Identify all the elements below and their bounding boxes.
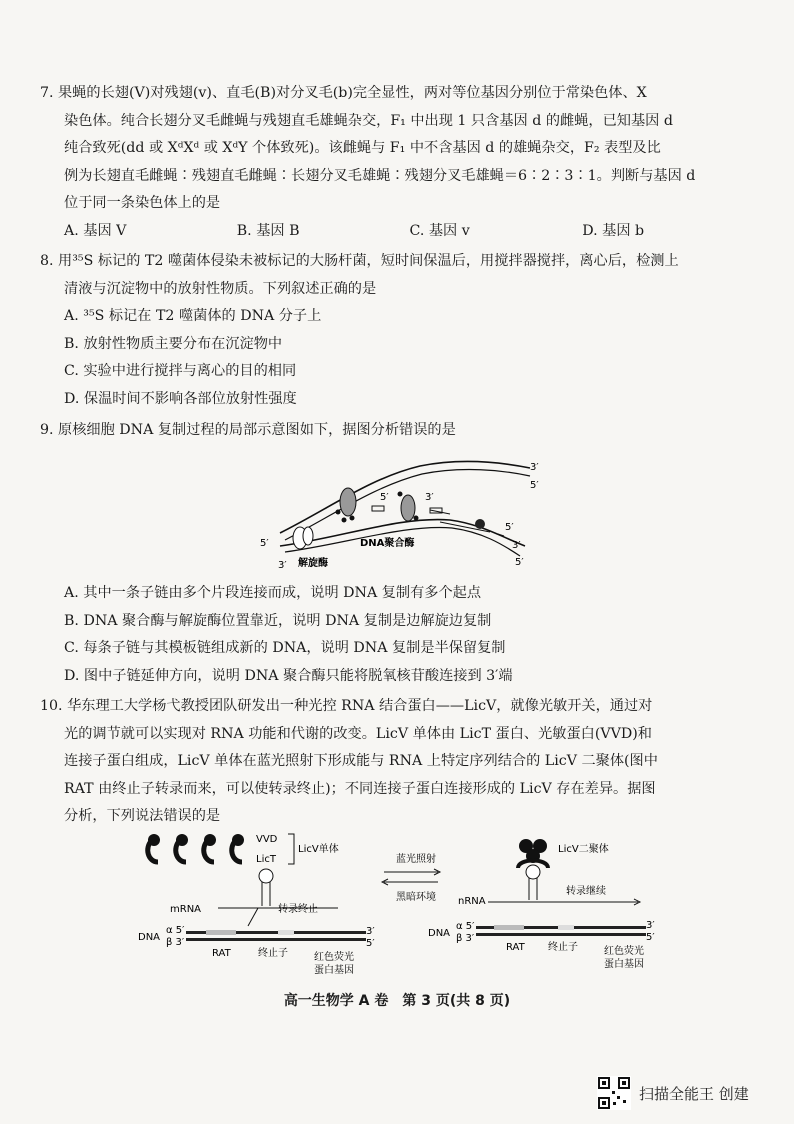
mrna-label: mRNA (170, 904, 202, 915)
end-label: 3′ (530, 462, 539, 473)
q8-option-b: B. 放射性物质主要分布在沉淀物中 (64, 335, 283, 352)
end-label: 3′ (278, 560, 287, 571)
alpha-label: α 5′ (166, 925, 185, 936)
end-label: 5′ (515, 557, 524, 568)
end-label: 3′ (646, 920, 655, 931)
question-7 (40, 80, 755, 245)
dna-polymerase-shape (340, 488, 356, 516)
question-9-options (40, 580, 755, 690)
q7-line: 例为长翅直毛雌蝇∶残翅直毛雌蝇∶长翅分叉毛雄蝇∶残翅分叉毛雄蝇＝6∶2∶3∶1。判断与基因 d (64, 167, 696, 184)
dna-replication-figure (240, 448, 560, 578)
page-footer: 高一生物学 A 卷 第 3 页(共 8 页) (283, 993, 511, 1009)
vvd-label: VVD (256, 834, 278, 845)
alpha-label: α 5′ (456, 921, 475, 932)
gene-label: 红色荧光 (604, 946, 644, 957)
q9-option-b: B. DNA 聚合酶与解旋酶位置靠近，说明 DNA 复制是边解旋边复制 (64, 612, 492, 629)
dna-label: DNA (428, 928, 451, 939)
scanner-text: 扫描全能王 创建 (639, 1084, 749, 1103)
q8-option-d: D. 保温时间不影响各部位放射性强度 (64, 390, 297, 407)
dna-label: DNA (138, 932, 161, 943)
q8-option-a: A. ³⁵S 标记在 T2 噬菌体的 DNA 分子上 (64, 308, 322, 324)
stop-label: 转录终止 (278, 904, 318, 915)
q7-line: 7. 果蝇的长翅(V)对残翅(v)、直毛(B)对分叉毛(b)完全显性，两对等位基因分别位于常染色体、X (40, 85, 647, 101)
end-label: 5′ (260, 538, 269, 549)
scanner-watermark (597, 1076, 749, 1110)
question-8 (40, 248, 755, 413)
gene-label: 蛋白基因 (604, 959, 644, 970)
terminator-label: 终止子 (548, 942, 578, 953)
q7-options (40, 218, 755, 246)
question-9 (40, 417, 755, 445)
end-label: 5′ (530, 480, 539, 491)
q8-line: 清液与沉淀物中的放射性物质。下列叙述正确的是 (64, 280, 377, 297)
q7-option-d: D. 基因 b (582, 222, 645, 239)
q7-option-a: A. 基因 V (64, 222, 127, 239)
dna-polymerase-shape (401, 495, 415, 521)
monomer-label: LicV单体 (298, 844, 339, 855)
qr-code-icon (597, 1076, 631, 1110)
q7-line: 染色体。纯合长翅分叉毛雌蝇与残翅直毛雄蝇杂交，F₁ 中出现 1 只含基因 d 的雌蝇，已知基因 d (64, 112, 673, 129)
end-label: 5′ (366, 938, 375, 949)
q9-option-d: D. 图中子链延伸方向，说明 DNA 聚合酶只能将脱氧核苷酸连接到 3′端 (64, 667, 513, 684)
q10-line: RAT 由终止子转录而来，可以使转录终止)；不同连接子蛋白连接形成的 LicV 存在差异。据图 (64, 780, 656, 797)
question-10 (40, 693, 755, 831)
dimer-label: LicV二聚体 (558, 844, 609, 855)
dark-label: 黑暗环境 (396, 892, 436, 903)
beta-label: β 3′ (456, 933, 475, 944)
end-label: 3′ (425, 492, 434, 503)
end-label: 5′ (505, 522, 514, 533)
continue-label: 转录继续 (566, 886, 606, 897)
q9-stem: 9. 原核细胞 DNA 复制过程的局部示意图如下，据图分析错误的是 (40, 422, 456, 438)
end-label: 5′ (646, 932, 655, 943)
blue-light-label: 蓝光照射 (396, 854, 436, 865)
q8-option-c: C. 实验中进行搅拌与离心的目的相同 (64, 363, 297, 379)
licv-monomers (148, 834, 244, 862)
lict-label: LicT (256, 854, 276, 865)
q7-option-c: C. 基因 v (409, 222, 470, 239)
q10-line: 连接子蛋白组成，LicV 单体在蓝光照射下形成能与 RNA 上特定序列结合的 LicV 二聚体(图中 (64, 753, 658, 769)
terminator-label: 终止子 (258, 948, 288, 959)
q7-option-b: B. 基因 B (236, 222, 300, 239)
nrna-label: nRNA (458, 896, 486, 907)
q8-line: 8. 用³⁵S 标记的 T2 噬菌体侵染未被标记的大肠杆菌，短时间保温后，用搅拌器搅拌，离心后，检测上 (40, 253, 679, 269)
q9-option-c: C. 每条子链与其模板链组成新的 DNA，说明 DNA 复制是半保留复制 (64, 640, 506, 656)
helicase-label: 解旋酶 (298, 558, 328, 569)
beta-label: β 3′ (166, 937, 185, 948)
gene-label: 红色荧光 (314, 952, 354, 963)
end-label: 3′ (512, 540, 521, 551)
q9-option-a: A. 其中一条子链由多个片段连接而成，说明 DNA 复制有多个起点 (64, 585, 482, 601)
q10-line: 光的调节就可以实现对 RNA 功能和代谢的改变。LicV 单体由 LicT 蛋白、光敏蛋白(VVD)和 (64, 725, 652, 742)
q10-line: 分析，下列说法错误的是 (64, 808, 221, 824)
gene-label: 蛋白基因 (314, 965, 354, 976)
q7-line: 位于同一条染色体上的是 (64, 195, 221, 211)
okazaki-fragment (372, 506, 384, 511)
licv-figure (138, 828, 658, 978)
end-label: 5′ (380, 492, 389, 503)
rat-label: RAT (506, 942, 525, 953)
q7-line: 纯合致死(dd 或 XᵈXᵈ 或 XᵈY 个体致死)。该雌蝇与 F₁ 中不含基因 d 的雄蝇杂交，F₂ 表型及比 (64, 140, 661, 156)
end-label: 3′ (366, 926, 375, 937)
rat-label: RAT (212, 948, 231, 959)
polymerase-label: DNA聚合酶 (360, 538, 415, 549)
q10-line: 10. 华东理工大学杨弋教授团队研发出一种光控 RNA 结合蛋白——LicV，就像光敏开关，通过对 (40, 698, 653, 714)
